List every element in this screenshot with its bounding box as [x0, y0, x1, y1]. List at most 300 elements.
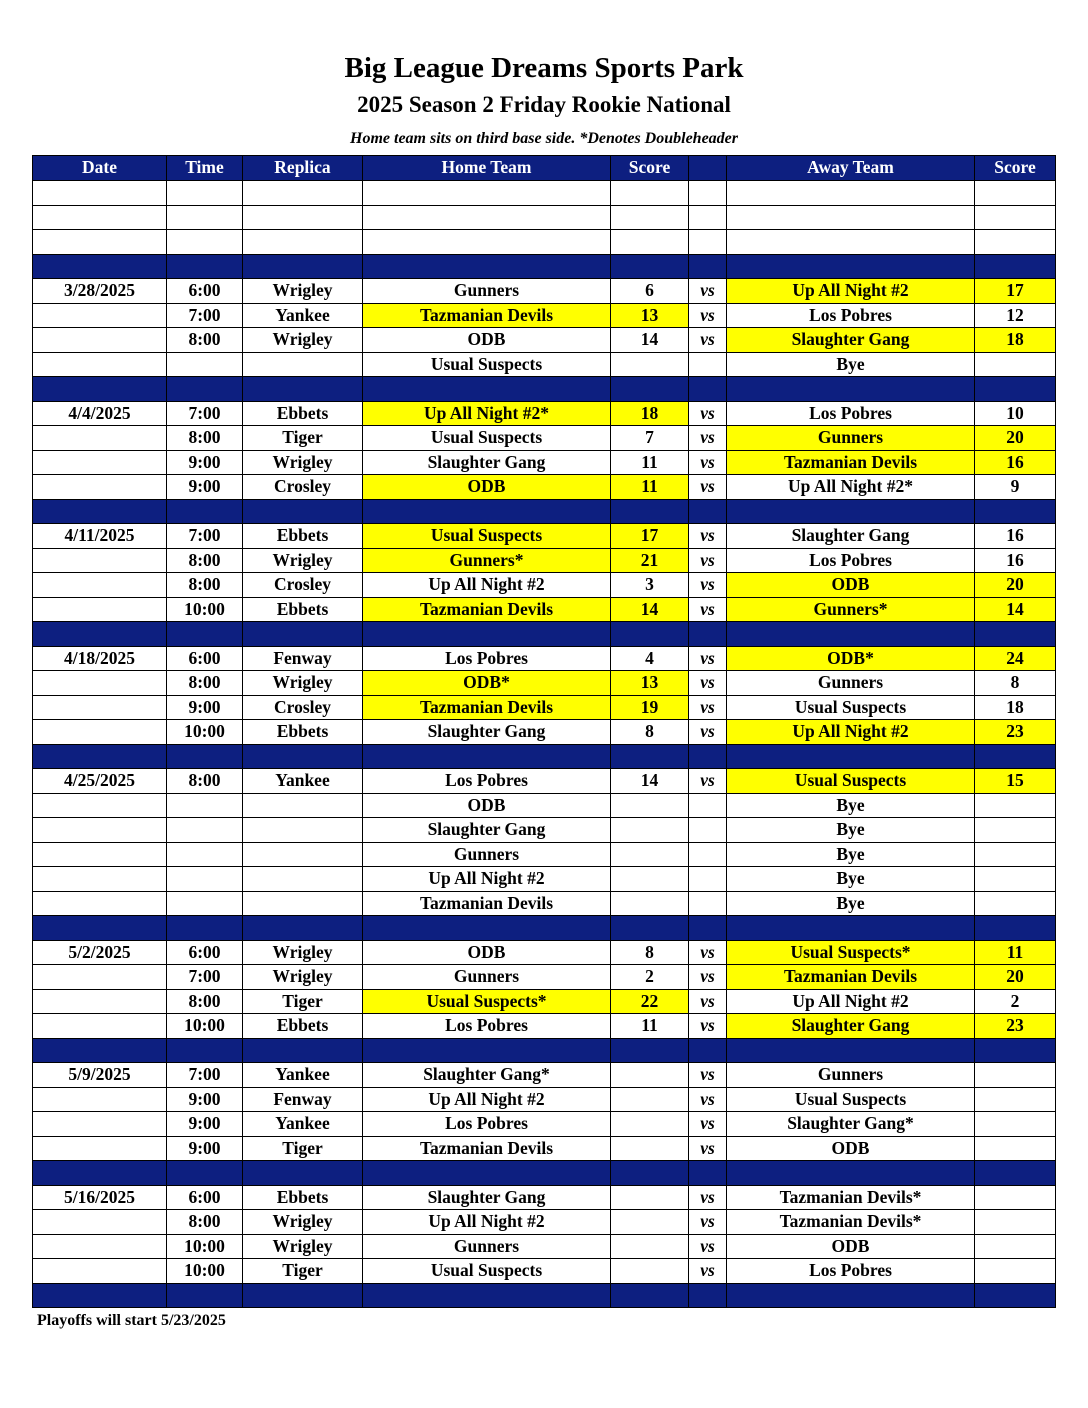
cell-time: 9:00 — [167, 1112, 243, 1137]
cell-home-team: Gunners — [363, 1234, 611, 1259]
empty-cell — [363, 744, 611, 769]
empty-cell — [33, 205, 167, 230]
cell-date — [33, 867, 167, 892]
cell-date — [33, 548, 167, 573]
game-row — [33, 818, 1056, 843]
cell-date — [33, 328, 167, 353]
cell-time: 6:00 — [167, 940, 243, 965]
cell-home-team: Usual Suspects — [363, 352, 611, 377]
cell-away-team: Tazmanian Devils* — [727, 1210, 975, 1235]
cell-vs — [689, 842, 727, 867]
cell-replica: Ebbets — [243, 401, 363, 426]
cell-replica: Yankee — [243, 1112, 363, 1137]
empty-cell — [727, 744, 975, 769]
cell-vs: vs — [689, 548, 727, 573]
empty-cell — [689, 744, 727, 769]
week-separator-row — [33, 744, 1056, 769]
week-separator-row — [33, 499, 1056, 524]
empty-cell — [689, 254, 727, 279]
empty-cell — [611, 377, 689, 402]
cell-away-score: 20 — [975, 426, 1056, 451]
cell-home-score — [611, 1210, 689, 1235]
cell-replica: Wrigley — [243, 940, 363, 965]
empty-cell — [975, 1038, 1056, 1063]
cell-home-team: ODB — [363, 793, 611, 818]
cell-home-team: Up All Night #2 — [363, 1210, 611, 1235]
empty-cell — [975, 205, 1056, 230]
empty-cell — [975, 1283, 1056, 1308]
game-row — [33, 940, 1056, 965]
empty-cell — [727, 622, 975, 647]
cell-away-team: Tazmanian Devils — [727, 965, 975, 990]
cell-away-score: 14 — [975, 597, 1056, 622]
cell-time: 8:00 — [167, 989, 243, 1014]
cell-away-score: 2 — [975, 989, 1056, 1014]
cell-home-score — [611, 352, 689, 377]
cell-replica: Crosley — [243, 475, 363, 500]
cell-away-score — [975, 1112, 1056, 1137]
cell-away-score: 20 — [975, 965, 1056, 990]
cell-vs: vs — [689, 1185, 727, 1210]
cell-away-score: 20 — [975, 573, 1056, 598]
cell-vs: vs — [689, 1259, 727, 1284]
cell-date — [33, 450, 167, 475]
cell-time — [167, 352, 243, 377]
cell-date — [33, 671, 167, 696]
cell-vs: vs — [689, 597, 727, 622]
empty-cell — [975, 1161, 1056, 1186]
empty-cell — [363, 205, 611, 230]
game-row — [33, 352, 1056, 377]
cell-date — [33, 818, 167, 843]
cell-home-team: Gunners — [363, 279, 611, 304]
cell-vs: vs — [689, 1112, 727, 1137]
cell-time: 10:00 — [167, 1259, 243, 1284]
cell-away-team: Bye — [727, 842, 975, 867]
empty-cell — [689, 1283, 727, 1308]
playoffs-note: Playoffs will start 5/23/2025 — [37, 1312, 226, 1329]
game-row — [33, 769, 1056, 794]
cell-replica: Ebbets — [243, 1014, 363, 1039]
empty-cell — [363, 230, 611, 255]
cell-away-score: 12 — [975, 303, 1056, 328]
cell-replica: Fenway — [243, 646, 363, 671]
cell-time: 10:00 — [167, 720, 243, 745]
cell-date — [33, 352, 167, 377]
cell-home-score: 19 — [611, 695, 689, 720]
page-subtitle: 2025 Season 2 Friday Rookie National — [357, 92, 731, 117]
game-row — [33, 646, 1056, 671]
cell-away-score: 18 — [975, 695, 1056, 720]
cell-time: 6:00 — [167, 646, 243, 671]
col-header-away-score: Score — [975, 156, 1056, 181]
game-row — [33, 1136, 1056, 1161]
cell-away-score — [975, 1234, 1056, 1259]
cell-away-team: Los Pobres — [727, 548, 975, 573]
cell-time: 10:00 — [167, 1234, 243, 1259]
cell-away-score: 8 — [975, 671, 1056, 696]
empty-cell — [689, 377, 727, 402]
cell-home-score — [611, 1087, 689, 1112]
cell-vs: vs — [689, 279, 727, 304]
cell-away-score — [975, 1259, 1056, 1284]
cell-date — [33, 1234, 167, 1259]
game-row — [33, 695, 1056, 720]
cell-time: 7:00 — [167, 1063, 243, 1088]
cell-away-team: ODB — [727, 1136, 975, 1161]
cell-away-score — [975, 891, 1056, 916]
empty-cell — [975, 499, 1056, 524]
cell-time: 10:00 — [167, 597, 243, 622]
empty-cell — [243, 181, 363, 206]
cell-home-team: ODB — [363, 328, 611, 353]
cell-home-score: 2 — [611, 965, 689, 990]
empty-cell — [611, 205, 689, 230]
schedule-body — [33, 181, 1056, 1308]
cell-vs: vs — [689, 1136, 727, 1161]
cell-away-score — [975, 1210, 1056, 1235]
cell-home-team: Usual Suspects — [363, 1259, 611, 1284]
cell-vs: vs — [689, 524, 727, 549]
cell-time: 8:00 — [167, 671, 243, 696]
empty-cell — [611, 254, 689, 279]
cell-away-team: ODB* — [727, 646, 975, 671]
game-row — [33, 720, 1056, 745]
cell-time: 8:00 — [167, 573, 243, 598]
cell-home-team: Up All Night #2* — [363, 401, 611, 426]
empty-cell — [363, 1283, 611, 1308]
cell-away-score — [975, 842, 1056, 867]
cell-away-team: Slaughter Gang — [727, 524, 975, 549]
empty-cell — [975, 622, 1056, 647]
cell-date: 4/18/2025 — [33, 646, 167, 671]
empty-cell — [689, 916, 727, 941]
cell-away-score: 23 — [975, 1014, 1056, 1039]
empty-cell — [975, 744, 1056, 769]
game-row — [33, 597, 1056, 622]
cell-replica: Fenway — [243, 1087, 363, 1112]
empty-cell — [33, 916, 167, 941]
game-row — [33, 793, 1056, 818]
cell-replica: Wrigley — [243, 450, 363, 475]
cell-vs: vs — [689, 965, 727, 990]
cell-date — [33, 891, 167, 916]
cell-away-score — [975, 1136, 1056, 1161]
game-row — [33, 891, 1056, 916]
empty-cell — [689, 622, 727, 647]
empty-cell — [611, 181, 689, 206]
empty-cell — [689, 499, 727, 524]
cell-time: 6:00 — [167, 279, 243, 304]
cell-replica: Crosley — [243, 695, 363, 720]
game-row — [33, 965, 1056, 990]
blank-row — [33, 230, 1056, 255]
week-separator-row — [33, 1283, 1056, 1308]
game-row — [33, 1063, 1056, 1088]
empty-cell — [243, 1161, 363, 1186]
cell-home-score — [611, 1136, 689, 1161]
game-row — [33, 1259, 1056, 1284]
game-row — [33, 989, 1056, 1014]
cell-away-score — [975, 1087, 1056, 1112]
cell-home-score: 8 — [611, 720, 689, 745]
cell-away-team: Usual Suspects* — [727, 940, 975, 965]
schedule-table — [32, 155, 1056, 1308]
cell-home-team: Los Pobres — [363, 646, 611, 671]
cell-home-team: Slaughter Gang — [363, 818, 611, 843]
cell-home-team: Usual Suspects — [363, 426, 611, 451]
cell-away-team: Up All Night #2 — [727, 989, 975, 1014]
cell-date — [33, 1087, 167, 1112]
cell-home-team: Slaughter Gang — [363, 450, 611, 475]
game-row — [33, 548, 1056, 573]
cell-replica: Wrigley — [243, 1234, 363, 1259]
cell-date — [33, 965, 167, 990]
cell-away-score — [975, 1063, 1056, 1088]
cell-replica — [243, 842, 363, 867]
empty-cell — [689, 181, 727, 206]
cell-away-score: 10 — [975, 401, 1056, 426]
empty-cell — [167, 181, 243, 206]
week-separator-row — [33, 254, 1056, 279]
empty-cell — [243, 230, 363, 255]
empty-cell — [167, 205, 243, 230]
cell-home-team: Slaughter Gang* — [363, 1063, 611, 1088]
cell-date — [33, 1112, 167, 1137]
cell-date — [33, 695, 167, 720]
empty-cell — [689, 1038, 727, 1063]
game-row — [33, 842, 1056, 867]
cell-home-score: 13 — [611, 303, 689, 328]
empty-cell — [363, 499, 611, 524]
empty-cell — [975, 230, 1056, 255]
week-separator-row — [33, 1161, 1056, 1186]
cell-home-score — [611, 867, 689, 892]
cell-away-team: Bye — [727, 793, 975, 818]
cell-away-score — [975, 818, 1056, 843]
cell-away-score: 15 — [975, 769, 1056, 794]
cell-vs: vs — [689, 1234, 727, 1259]
empty-cell — [33, 230, 167, 255]
cell-date — [33, 720, 167, 745]
cell-time: 9:00 — [167, 450, 243, 475]
cell-home-team: Gunners* — [363, 548, 611, 573]
cell-vs — [689, 891, 727, 916]
cell-away-score: 11 — [975, 940, 1056, 965]
cell-away-team: Los Pobres — [727, 1259, 975, 1284]
cell-vs: vs — [689, 303, 727, 328]
cell-home-team: Usual Suspects — [363, 524, 611, 549]
cell-date — [33, 793, 167, 818]
cell-home-score: 21 — [611, 548, 689, 573]
empty-cell — [33, 1038, 167, 1063]
cell-home-score — [611, 891, 689, 916]
cell-time: 10:00 — [167, 1014, 243, 1039]
empty-cell — [611, 230, 689, 255]
cell-home-score: 6 — [611, 279, 689, 304]
empty-cell — [243, 1038, 363, 1063]
empty-cell — [33, 622, 167, 647]
cell-vs: vs — [689, 769, 727, 794]
cell-replica: Ebbets — [243, 720, 363, 745]
cell-time: 6:00 — [167, 1185, 243, 1210]
empty-cell — [167, 1161, 243, 1186]
cell-replica — [243, 818, 363, 843]
blank-row — [33, 181, 1056, 206]
cell-home-team: Up All Night #2 — [363, 867, 611, 892]
cell-date — [33, 1136, 167, 1161]
cell-home-score: 14 — [611, 328, 689, 353]
cell-away-score — [975, 867, 1056, 892]
cell-replica: Ebbets — [243, 597, 363, 622]
cell-replica: Yankee — [243, 303, 363, 328]
game-row — [33, 303, 1056, 328]
game-row — [33, 1087, 1056, 1112]
table-header-row — [33, 156, 1056, 181]
cell-home-score: 11 — [611, 1014, 689, 1039]
empty-cell — [167, 622, 243, 647]
cell-replica — [243, 867, 363, 892]
cell-home-score: 14 — [611, 597, 689, 622]
cell-away-team: Gunners — [727, 1063, 975, 1088]
empty-cell — [243, 205, 363, 230]
empty-cell — [611, 499, 689, 524]
cell-replica — [243, 352, 363, 377]
game-row — [33, 573, 1056, 598]
cell-away-team: Gunners* — [727, 597, 975, 622]
cell-away-team: Bye — [727, 818, 975, 843]
cell-time — [167, 793, 243, 818]
empty-cell — [727, 499, 975, 524]
empty-cell — [167, 916, 243, 941]
cell-vs: vs — [689, 328, 727, 353]
cell-away-team: Tazmanian Devils* — [727, 1185, 975, 1210]
empty-cell — [243, 622, 363, 647]
empty-cell — [975, 916, 1056, 941]
game-row — [33, 1112, 1056, 1137]
cell-vs: vs — [689, 671, 727, 696]
cell-date — [33, 989, 167, 1014]
cell-vs: vs — [689, 1210, 727, 1235]
cell-date — [33, 303, 167, 328]
cell-home-team: Slaughter Gang — [363, 720, 611, 745]
empty-cell — [363, 377, 611, 402]
cell-away-score: 18 — [975, 328, 1056, 353]
cell-vs: vs — [689, 573, 727, 598]
empty-cell — [611, 1038, 689, 1063]
empty-cell — [167, 254, 243, 279]
cell-date: 3/28/2025 — [33, 279, 167, 304]
cell-replica — [243, 793, 363, 818]
cell-home-team: Gunners — [363, 965, 611, 990]
cell-replica: Tiger — [243, 1259, 363, 1284]
game-row — [33, 1014, 1056, 1039]
game-row — [33, 867, 1056, 892]
cell-home-score — [611, 1259, 689, 1284]
cell-time: 8:00 — [167, 426, 243, 451]
empty-cell — [33, 1161, 167, 1186]
empty-cell — [33, 181, 167, 206]
cell-away-team: Usual Suspects — [727, 1087, 975, 1112]
cell-home-team: Slaughter Gang — [363, 1185, 611, 1210]
cell-date — [33, 597, 167, 622]
empty-cell — [363, 1161, 611, 1186]
empty-cell — [33, 744, 167, 769]
cell-vs — [689, 867, 727, 892]
game-row — [33, 450, 1056, 475]
cell-time: 8:00 — [167, 769, 243, 794]
cell-replica: Wrigley — [243, 671, 363, 696]
cell-away-team: Up All Night #2 — [727, 279, 975, 304]
cell-replica: Wrigley — [243, 548, 363, 573]
week-separator-row — [33, 916, 1056, 941]
cell-replica: Wrigley — [243, 1210, 363, 1235]
cell-replica: Tiger — [243, 989, 363, 1014]
cell-home-team: Los Pobres — [363, 1014, 611, 1039]
cell-date — [33, 1210, 167, 1235]
cell-away-score: 16 — [975, 548, 1056, 573]
cell-vs: vs — [689, 940, 727, 965]
cell-time: 9:00 — [167, 475, 243, 500]
cell-vs — [689, 352, 727, 377]
empty-cell — [167, 1283, 243, 1308]
cell-vs: vs — [689, 426, 727, 451]
cell-away-team: Usual Suspects — [727, 695, 975, 720]
game-row — [33, 426, 1056, 451]
cell-replica: Wrigley — [243, 279, 363, 304]
cell-home-team: Up All Night #2 — [363, 1087, 611, 1112]
empty-cell — [167, 499, 243, 524]
blank-row — [33, 205, 1056, 230]
cell-away-team: Slaughter Gang* — [727, 1112, 975, 1137]
cell-away-team: Tazmanian Devils — [727, 450, 975, 475]
cell-home-score — [611, 818, 689, 843]
cell-home-team: Usual Suspects* — [363, 989, 611, 1014]
game-row — [33, 328, 1056, 353]
empty-cell — [363, 916, 611, 941]
cell-away-team: Bye — [727, 891, 975, 916]
cell-home-score: 3 — [611, 573, 689, 598]
cell-time: 7:00 — [167, 524, 243, 549]
cell-home-score: 8 — [611, 940, 689, 965]
cell-time — [167, 891, 243, 916]
cell-home-team: Tazmanian Devils — [363, 303, 611, 328]
cell-date: 5/16/2025 — [33, 1185, 167, 1210]
cell-date — [33, 475, 167, 500]
cell-time: 9:00 — [167, 1136, 243, 1161]
cell-home-score: 22 — [611, 989, 689, 1014]
cell-vs: vs — [689, 720, 727, 745]
empty-cell — [363, 254, 611, 279]
empty-cell — [243, 1283, 363, 1308]
empty-cell — [975, 254, 1056, 279]
cell-home-team: Los Pobres — [363, 1112, 611, 1137]
cell-home-team: ODB — [363, 475, 611, 500]
cell-vs: vs — [689, 695, 727, 720]
empty-cell — [167, 1038, 243, 1063]
col-header-vs — [689, 156, 727, 181]
cell-time — [167, 867, 243, 892]
game-row — [33, 1185, 1056, 1210]
cell-home-team: ODB* — [363, 671, 611, 696]
empty-cell — [727, 230, 975, 255]
empty-cell — [611, 744, 689, 769]
cell-home-score — [611, 1185, 689, 1210]
cell-replica: Yankee — [243, 1063, 363, 1088]
empty-cell — [33, 254, 167, 279]
cell-date: 4/11/2025 — [33, 524, 167, 549]
empty-cell — [33, 377, 167, 402]
